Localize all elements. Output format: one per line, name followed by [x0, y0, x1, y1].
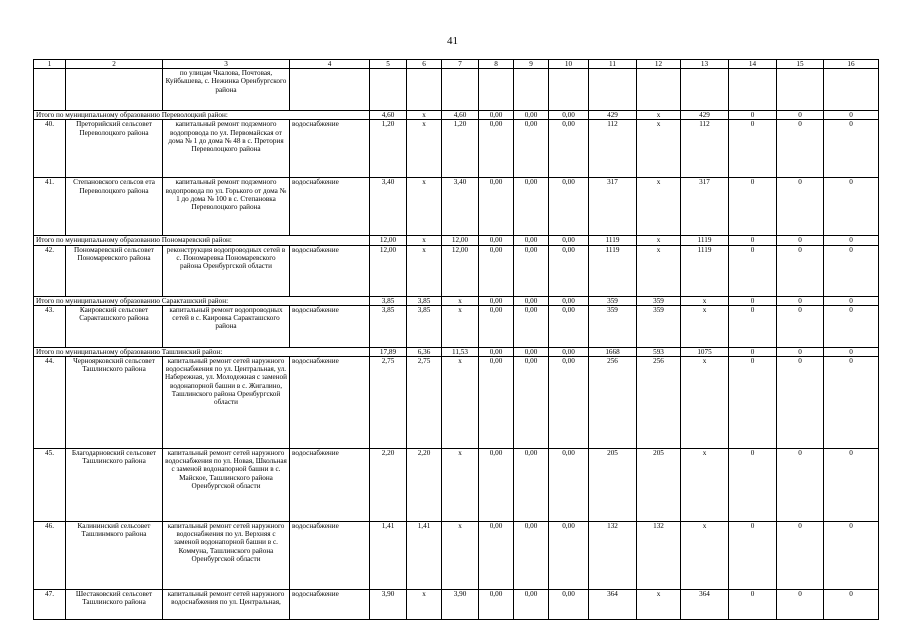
municipality-name: Степановского сельсов ета Переволоцкого района: [66, 178, 163, 236]
value-cell: х: [637, 245, 681, 296]
value-cell: 4,60: [442, 111, 479, 120]
value-cell: х: [442, 522, 479, 590]
object-description: капитальный ремонт водопроводных сетей в с. Каировка Саракташского района: [163, 305, 290, 347]
value-cell: 3,90: [442, 590, 479, 620]
value-cell: 317: [589, 178, 637, 236]
value-cell: 0: [824, 111, 879, 120]
table-row: [34, 178, 879, 236]
value-cell: х: [637, 120, 681, 178]
value-cell: 0,00: [479, 590, 514, 620]
value-cell: 0,00: [549, 245, 589, 296]
value-cell: 359: [589, 296, 637, 305]
value-cell: х: [407, 178, 442, 236]
value-cell: 0: [729, 245, 777, 296]
table-row: [34, 449, 879, 522]
value-cell: 0,00: [514, 245, 549, 296]
value-cell: х: [442, 449, 479, 522]
value-cell: 0: [777, 347, 824, 356]
value-cell: х: [681, 305, 729, 347]
value-cell: х: [637, 590, 681, 620]
value-cell: 0,00: [514, 178, 549, 236]
value-cell: 0: [777, 178, 824, 236]
continuation-row: [34, 69, 879, 111]
value-cell: 0: [824, 245, 879, 296]
column-number: 5: [370, 60, 407, 69]
value-cell: 2,20: [370, 449, 407, 522]
value-cell: 1119: [681, 236, 729, 245]
value-cell: 0: [824, 522, 879, 590]
header-row: [34, 60, 879, 69]
municipality-name: Каировский сельсовет Саракташского района: [66, 305, 163, 347]
value-cell: 0: [824, 590, 879, 620]
column-number: 9: [514, 60, 549, 69]
value-cell: 0: [729, 449, 777, 522]
table-row: [34, 590, 879, 620]
value-cell: 0: [777, 522, 824, 590]
row-number: 44.: [34, 357, 66, 449]
value-cell: 0,00: [549, 449, 589, 522]
value-cell: х: [407, 590, 442, 620]
value-cell: 1,41: [407, 522, 442, 590]
value-cell: 0: [729, 120, 777, 178]
row-number: 40.: [34, 120, 66, 178]
value-cell: 1119: [589, 245, 637, 296]
value-cell: 4,60: [370, 111, 407, 120]
value-cell: 0: [824, 178, 879, 236]
value-cell: 0: [777, 120, 824, 178]
value-cell: х: [407, 111, 442, 120]
value-cell: 12,00: [442, 236, 479, 245]
value-cell: 0,00: [549, 236, 589, 245]
value-cell: 6,36: [407, 347, 442, 356]
value-cell: 359: [637, 296, 681, 305]
row-number: 47.: [34, 590, 66, 620]
value-cell: 593: [637, 347, 681, 356]
value-cell: 132: [637, 522, 681, 590]
value-cell: 0: [777, 305, 824, 347]
value-cell: 0,00: [549, 347, 589, 356]
municipality-name: Преторийский сельсовет Переволоцкого района: [66, 120, 163, 178]
value-cell: 0: [824, 347, 879, 356]
work-type: водоснабжение: [290, 522, 370, 590]
value-cell: 0: [824, 305, 879, 347]
value-cell: 0: [729, 590, 777, 620]
value-cell: 0,00: [514, 449, 549, 522]
value-cell: 3,40: [370, 178, 407, 236]
value-cell: 256: [637, 357, 681, 449]
work-type: водоснабжение: [290, 178, 370, 236]
row-number: 41.: [34, 178, 66, 236]
value-cell: 0: [777, 357, 824, 449]
value-cell: 256: [589, 357, 637, 449]
value-cell: 2,20: [407, 449, 442, 522]
object-description: капитальный ремонт подземного водопровода по ул. Горького от дома № 1 до дома № 100 в с. Степановка Переволоцкого района: [163, 178, 290, 236]
value-cell: 0: [729, 305, 777, 347]
value-cell: 0,00: [479, 305, 514, 347]
row-number: 42.: [34, 245, 66, 296]
column-number: 14: [729, 60, 777, 69]
value-cell: 0,00: [479, 178, 514, 236]
value-cell: 0: [824, 120, 879, 178]
column-number: 1: [34, 60, 66, 69]
value-cell: 359: [589, 305, 637, 347]
subtotal-label: Итого по муниципальному образованию Пономаревский район:: [34, 236, 370, 245]
municipality-name: Благодарновский сельсовет Ташлинского района: [66, 449, 163, 522]
column-number: 10: [549, 60, 589, 69]
column-number: 11: [589, 60, 637, 69]
value-cell: 0: [729, 236, 777, 245]
value-cell: х: [407, 120, 442, 178]
object-description: капитальный ремонт сетей наружного водоснабжения по ул. Верхняя с заменой водонапорной башни в с. Коммуна, Ташлинского района Оренбургской области: [163, 522, 290, 590]
column-number: 16: [824, 60, 879, 69]
municipality-name: Калининский сельсовет Ташлинмкого района: [66, 522, 163, 590]
value-cell: 3,85: [407, 296, 442, 305]
column-number: 2: [66, 60, 163, 69]
object-description: капитальный ремонт сетей наружного водоснабжения по ул. Центральная,: [163, 590, 290, 620]
value-cell: 0,00: [549, 305, 589, 347]
value-cell: 1668: [589, 347, 637, 356]
value-cell: 12,00: [442, 245, 479, 296]
value-cell: 3,85: [407, 305, 442, 347]
value-cell: х: [637, 236, 681, 245]
value-cell: 3,40: [442, 178, 479, 236]
value-cell: 0: [777, 296, 824, 305]
value-cell: 0,00: [549, 296, 589, 305]
value-cell: 0,00: [479, 245, 514, 296]
value-cell: 2,75: [407, 357, 442, 449]
subtotal-label: Итого по муниципальному образованию Саракташский район:: [34, 296, 370, 305]
subtotal-label: Итого по муниципальному образованию Переволоцкий район:: [34, 111, 370, 120]
value-cell: 429: [681, 111, 729, 120]
municipality-name: Черноярковский сельсовет Ташлинского района: [66, 357, 163, 449]
value-cell: х: [637, 111, 681, 120]
work-type: водоснабжение: [290, 120, 370, 178]
work-type: водоснабжение: [290, 590, 370, 620]
value-cell: 0,00: [514, 357, 549, 449]
value-cell: 132: [589, 522, 637, 590]
table-row: [34, 245, 879, 296]
value-cell: х: [681, 449, 729, 522]
table-row: [34, 305, 879, 347]
document-table: [33, 59, 879, 620]
column-number: 7: [442, 60, 479, 69]
value-cell: 0,00: [479, 347, 514, 356]
value-cell: 1,20: [370, 120, 407, 178]
value-cell: 17,89: [370, 347, 407, 356]
value-cell: 0,00: [514, 111, 549, 120]
row-number: 46.: [34, 522, 66, 590]
value-cell: 317: [681, 178, 729, 236]
value-cell: 0,00: [479, 111, 514, 120]
value-cell: 0: [777, 590, 824, 620]
page-number: 41: [447, 35, 458, 47]
value-cell: 429: [589, 111, 637, 120]
value-cell: х: [681, 522, 729, 590]
work-type: водоснабжение: [290, 245, 370, 296]
value-cell: 0,00: [479, 296, 514, 305]
value-cell: х: [442, 357, 479, 449]
value-cell: 0,00: [479, 120, 514, 178]
value-cell: 0: [729, 522, 777, 590]
value-cell: 1,20: [442, 120, 479, 178]
value-cell: 112: [589, 120, 637, 178]
value-cell: 12,00: [370, 245, 407, 296]
value-cell: 0: [729, 178, 777, 236]
value-cell: 359: [637, 305, 681, 347]
value-cell: х: [681, 357, 729, 449]
value-cell: х: [407, 245, 442, 296]
value-cell: 112: [681, 120, 729, 178]
subtotal-row: [34, 111, 879, 120]
value-cell: 0,00: [549, 120, 589, 178]
value-cell: 3,85: [370, 296, 407, 305]
table-row: [34, 120, 879, 178]
value-cell: х: [407, 236, 442, 245]
value-cell: 12,00: [370, 236, 407, 245]
subtotal-row: [34, 347, 879, 356]
municipality-name: Шестаковский сельсовет Ташлинского района: [66, 590, 163, 620]
value-cell: 1,41: [370, 522, 407, 590]
value-cell: 0,00: [549, 590, 589, 620]
value-cell: 0,00: [479, 236, 514, 245]
value-cell: 0,00: [549, 522, 589, 590]
value-cell: 0: [729, 357, 777, 449]
value-cell: 0: [729, 347, 777, 356]
value-cell: 0: [777, 449, 824, 522]
value-cell: 0,00: [479, 522, 514, 590]
value-cell: 0: [824, 449, 879, 522]
value-cell: х: [442, 296, 479, 305]
object-description: капитальный ремонт подземного водопровода по ул. Первомайская от дома № 1 до дома № 48 в с. Претория Переволоцкого района: [163, 120, 290, 178]
column-number: 3: [163, 60, 290, 69]
value-cell: 3,90: [370, 590, 407, 620]
value-cell: 0: [729, 296, 777, 305]
table-row: [34, 357, 879, 449]
column-number: 12: [637, 60, 681, 69]
value-cell: 3,85: [370, 305, 407, 347]
value-cell: 364: [681, 590, 729, 620]
value-cell: 0,00: [549, 357, 589, 449]
value-cell: 11,53: [442, 347, 479, 356]
value-cell: 1119: [589, 236, 637, 245]
value-cell: 0,00: [479, 357, 514, 449]
value-cell: х: [681, 296, 729, 305]
value-cell: 0: [824, 236, 879, 245]
value-cell: 0: [824, 357, 879, 449]
column-number: 15: [777, 60, 824, 69]
column-number: 4: [290, 60, 370, 69]
value-cell: 2,75: [370, 357, 407, 449]
value-cell: х: [442, 305, 479, 347]
object-description: капитальный ремонт сетей наружного водоснабжения по ул. Центральная, ул. Набережная, ул. Молодежная с заменой водонапорной башни в с. Жигалино, Ташлинского района Оренбургской области: [163, 357, 290, 449]
value-cell: 0,00: [514, 347, 549, 356]
value-cell: 0,00: [514, 522, 549, 590]
work-type: водоснабжение: [290, 305, 370, 347]
object-description: по улицам Чкалова, Почтовая, Куйбышева, с. Нежинка Оренбургского района: [163, 69, 290, 111]
value-cell: 0: [777, 111, 824, 120]
subtotal-label: Итого по муниципальному образованию Ташлинский район:: [34, 347, 370, 356]
value-cell: 0: [824, 296, 879, 305]
value-cell: 205: [589, 449, 637, 522]
subtotal-row: [34, 296, 879, 305]
value-cell: 0,00: [514, 236, 549, 245]
value-cell: 0,00: [514, 296, 549, 305]
object-description: капитальный ремонт сетей наружного водоснабжения по ул. Новая, Школьная с заменой водонапорной башни в с. Майское, Ташлинского района Оренбургской области: [163, 449, 290, 522]
column-number: 6: [407, 60, 442, 69]
municipality-name: Пономаревский сельсовет Пономаревского района: [66, 245, 163, 296]
value-cell: 0,00: [514, 120, 549, 178]
value-cell: 0,00: [549, 111, 589, 120]
value-cell: 0,00: [514, 305, 549, 347]
column-number: 8: [479, 60, 514, 69]
value-cell: 0,00: [514, 590, 549, 620]
subtotal-row: [34, 236, 879, 245]
work-type: водоснабжение: [290, 357, 370, 449]
value-cell: 205: [637, 449, 681, 522]
work-type: водоснабжение: [290, 449, 370, 522]
value-cell: 1075: [681, 347, 729, 356]
table-row: [34, 522, 879, 590]
row-number: 43.: [34, 305, 66, 347]
row-number: 45.: [34, 449, 66, 522]
column-number: 13: [681, 60, 729, 69]
value-cell: 0: [777, 245, 824, 296]
value-cell: х: [637, 178, 681, 236]
value-cell: 364: [589, 590, 637, 620]
value-cell: 1119: [681, 245, 729, 296]
value-cell: 0: [777, 236, 824, 245]
object-description: реконструкция водопроводных сетей в с. Пономаревка Пономаревского района Оренбургской области: [163, 245, 290, 296]
value-cell: 0,00: [549, 178, 589, 236]
value-cell: 0: [729, 111, 777, 120]
value-cell: 0,00: [479, 449, 514, 522]
